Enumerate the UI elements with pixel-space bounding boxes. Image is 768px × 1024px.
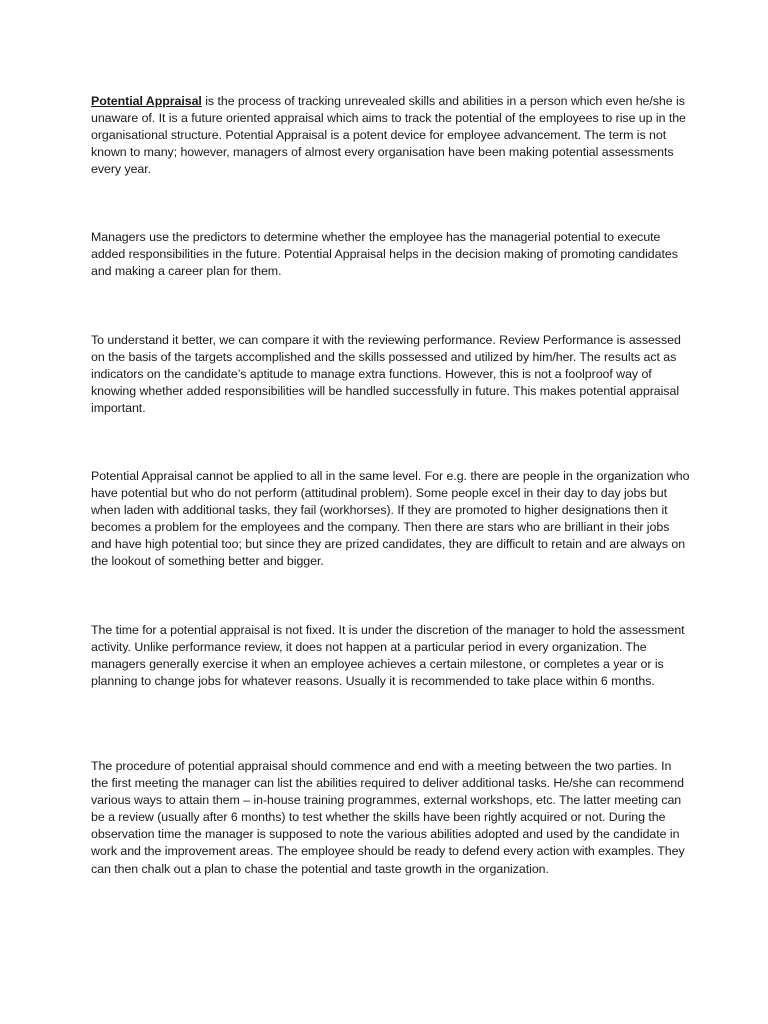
paragraph-procedure: The procedure of potential appraisal should commence and end with a meeting between the two parties. In the first meeting the manager can list the abilities required to deliver additional tasks. He/she can recommend various ways to attain them – in-house training programmes, external workshops, etc. The latter meeting can be a review (usually after 6 months) to test whether the skills have been rightly acquired or not. During the observation time the manager is supposed to note the various abilities adopted and used by the candidate in work and the improvement areas. The employee should be ready to defend every action with examples. They can then chalk out a plan to chase the potential and taste growth in the organization. xyxy=(91,759,685,876)
term-potential-appraisal: Potential Appraisal xyxy=(91,94,202,108)
paragraph-definition xyxy=(91,93,691,178)
paragraph-text: is the process of tracking unrevealed skills and abilities in a person which even he/she is unaware of. It is a future oriented appraisal which aims to track the potential of the employees to rise up in the organisational structure. Potential Appraisal is a potent device for employee advancement. The term is not known to many; however, managers of almost every organisation have been making potential assessments every year. xyxy=(91,94,686,177)
paragraph-applicability: Potential Appraisal cannot be applied to all in the same level. For e.g. there are people in the organization who have potential but who do not perform (attitudinal problem). Some people excel in their day to day jobs but when laden with additional tasks, they fail (workhorses). If they are promoted to higher designations then it becomes a problem for the employees and the company. Then there are stars who are brilliant in their jobs and have high potential too; but since they are prized candidates, they are difficult to retain and are always on the lookout of something better and bigger. xyxy=(91,469,690,569)
paragraph-timing: The time for a potential appraisal is not fixed. It is under the discretion of the manager to hold the assessment activity. Unlike performance review, it does not happen at a particular period in every organization. The managers generally exercise it when an employee achieves a certain milestone, or completes a year or is planning to change jobs for whatever reasons. Usually it is recommended to take place within 6 months. xyxy=(91,623,685,689)
paragraph-review-comparison: To understand it better, we can compare it with the reviewing performance. Review Performance is assessed on the basis of the targets accomplished and the skills possessed and utilized by him/her. The results act as indicators on the candidate’s aptitude to manage extra functions. However, this is not a foolproof way of knowing whether added responsibilities will be handled successfully in future. This makes potential appraisal important. xyxy=(91,333,681,416)
paragraph-predictors: Managers use the predictors to determine whether the employee has the managerial potential to execute added responsibilities in the future. Potential Appraisal helps in the decision making of promoting candidates and making a career plan for them. xyxy=(91,230,678,279)
